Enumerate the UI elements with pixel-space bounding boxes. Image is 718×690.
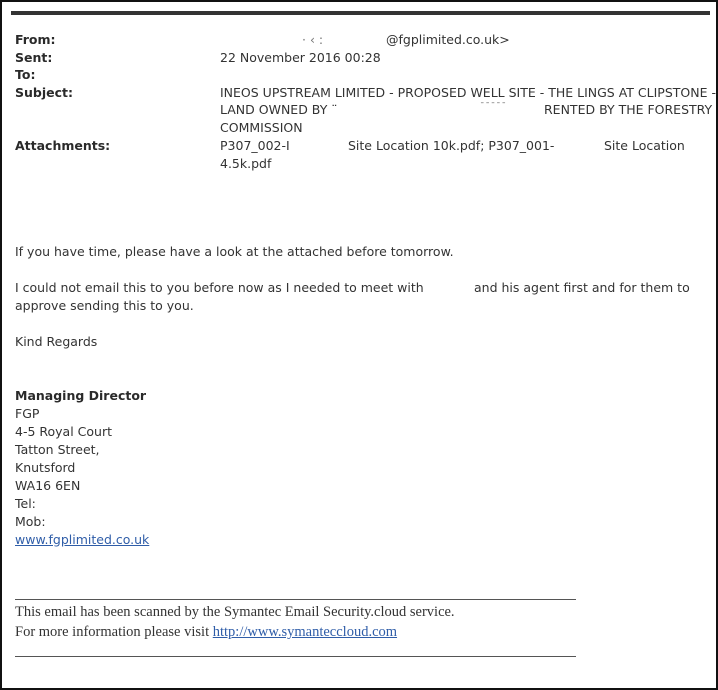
from-value-fragment: · ‹ :: [302, 32, 324, 47]
footer-info-link[interactable]: http://www.symanteccloud.com: [212, 624, 398, 640]
attachment-2-suffix[interactable]: 4.5k.pdf: [220, 156, 272, 171]
from-label: From:: [15, 32, 56, 47]
subject-label: Subject:: [15, 85, 73, 100]
signature-postcode: WA16 6EN: [15, 478, 81, 493]
signature-title: Managing Director: [15, 388, 147, 403]
signature-block: [15, 387, 149, 549]
attachment-2-name[interactable]: Site Location: [604, 138, 685, 153]
closing: Kind Regards: [15, 334, 98, 349]
to-label: To:: [15, 67, 36, 82]
signature-website-link[interactable]: www.fgplimited.co.uk: [15, 532, 150, 547]
signature-address-1: 4-5 Royal Court: [15, 424, 113, 439]
subject-line-2-end: RENTED BY THE FORESTRY: [544, 102, 713, 117]
footer-info-prefix: For more information please visit: [15, 624, 213, 640]
subject-line-1: INEOS UPSTREAM LIMITED - PROPOSED WELL SITE - THE LINGS AT CLIPSTONE -: [220, 85, 716, 100]
body-paragraph-1: If you have time, please have a look at the attached before tomorrow.: [15, 244, 454, 259]
signature-address-2: Tatton Street,: [15, 442, 100, 457]
body-paragraph-2-line-2: approve sending this to you.: [15, 298, 194, 313]
sent-label: Sent:: [15, 50, 53, 65]
attachment-1-prefix[interactable]: P307_002-I: [220, 138, 290, 153]
signature-company: FGP: [15, 406, 40, 421]
subject-line-3: COMMISSION: [220, 120, 303, 135]
body-paragraph-2-start: I could not email this to you before now as I needed to meet with: [15, 280, 424, 295]
subject-line-2-start: LAND OWNED BY ¨: [220, 102, 338, 117]
attachment-1-name[interactable]: Site Location 10k.pdf; P307_001-: [348, 138, 555, 153]
signature-mob-label: Mob:: [15, 514, 46, 529]
footer-bottom-rule: [15, 656, 576, 657]
footer-scan-notice: This email has been scanned by the Symantec Email Security.cloud service.: [15, 604, 455, 620]
attachments-label: Attachments:: [15, 138, 111, 153]
body-paragraph-2-end: and his agent first and for them to: [474, 280, 690, 295]
footer-top-rule: [15, 599, 576, 600]
from-value-email: @fgplimited.co.uk>: [386, 32, 510, 47]
signature-town: Knutsford: [15, 460, 76, 475]
signature-tel-label: Tel:: [15, 496, 36, 511]
subject-line-2-redaction: ¯ ¯ ¯ ¯ ¯: [480, 102, 505, 112]
sent-value: 22 November 2016 00:28: [220, 50, 381, 65]
header-separator: [11, 11, 710, 15]
footer-info-line: [15, 622, 397, 642]
